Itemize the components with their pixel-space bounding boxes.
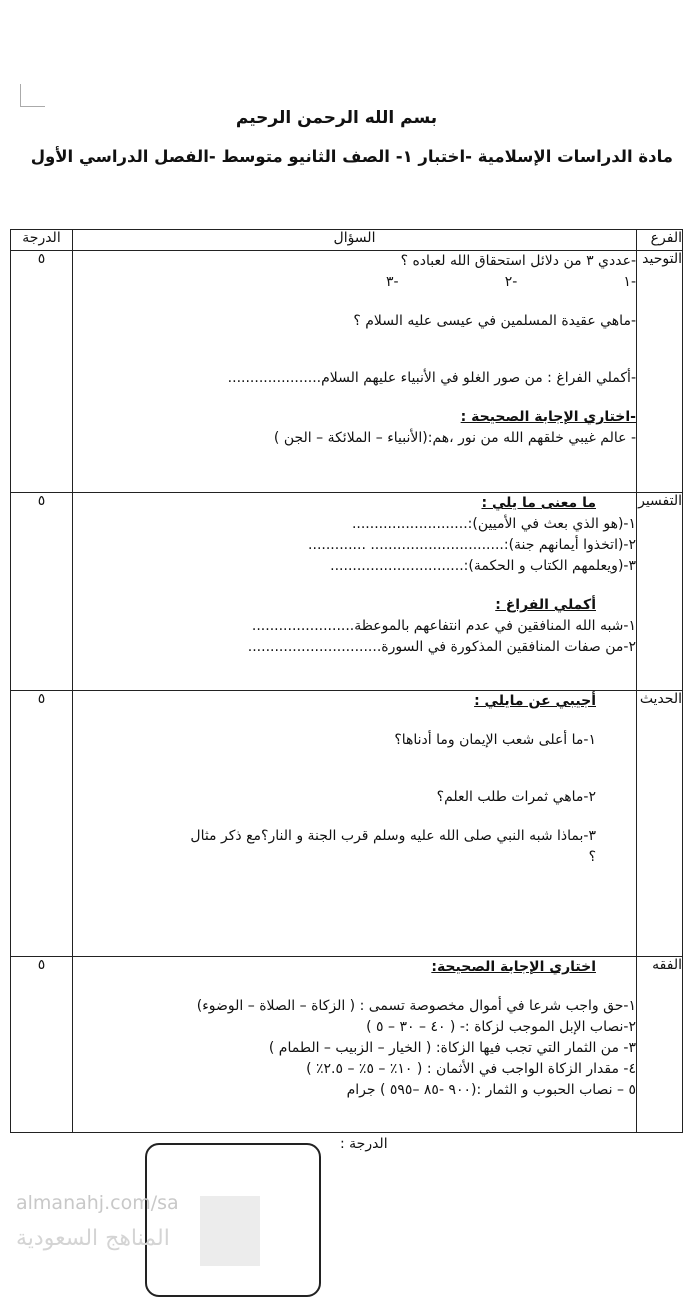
question-line: - عالم غيبي خلقهم الله من نور ،هم:(الأنبياء – الملائكة – الجن ) (273, 430, 636, 446)
spacer (73, 293, 636, 311)
question-line: ٢-من صفات المنافقين المذكورة في السورة.............................. (247, 639, 636, 655)
grade-cell: ٥ (11, 251, 73, 493)
exam-subject-line: مادة الدراسات الإسلامية -اختبار ١- الصف الثانيو متوسط -الفصل الدراسي الأول (30, 147, 673, 166)
spacer (73, 577, 636, 595)
table-header-row (11, 230, 683, 251)
question-line: ؟ (588, 849, 596, 865)
branch-cell: التوحيد (637, 251, 683, 493)
table-row (11, 251, 683, 493)
question-line: ١-(هو الذي بعث في الأميين):.......................... (351, 516, 636, 532)
header-branch: الفرع (637, 230, 683, 251)
watermark-url: almanahj.com/sa (16, 1192, 179, 1214)
question-cell (73, 691, 637, 957)
question-line: -ماهي عقيدة المسلمين في عيسى عليه السلام ؟ (353, 313, 636, 329)
question-cell (73, 493, 637, 691)
spacer (73, 751, 636, 787)
answer-number: -١ (623, 274, 636, 290)
spacer (73, 332, 636, 368)
question-line: ٤- مقدار الزكاة الواجب في الأثمان : ( ١٠٪ – ٥٪ – ٢.٥٪ ) (306, 1061, 636, 1077)
grade-cell: ٥ (11, 957, 73, 1133)
header-question: السؤال (73, 230, 637, 251)
question-line: ٢-(اتخذوا أيمانهم جنة):.............................. ............. (308, 537, 636, 553)
question-line: ٥ – نصاب الحبوب و الثمار :(٩٠٠ -٨٥ –٥٩٥ ) جرام (346, 1082, 636, 1098)
branch-cell: الفقه (637, 957, 683, 1133)
question-line: ١-شبه الله المنافقين في عدم انتفاعهم بالموعظة....................... (251, 618, 636, 634)
grade-cell: ٥ (11, 691, 73, 957)
spacer (73, 978, 636, 996)
question-line: ٢-ماهي ثمرات طلب العلم؟ (436, 789, 596, 805)
corner-crop-mark (20, 84, 45, 107)
answer-numbers (386, 272, 636, 293)
question-title: أكملي الفراغ : (495, 597, 596, 613)
grade-cell: ٥ (11, 493, 73, 691)
question-line: -عددي ٣ من دلائل استحقاق الله لعباده ؟ (400, 253, 636, 269)
spacer (73, 808, 636, 826)
exam-table (10, 229, 683, 1133)
spacer (73, 389, 636, 407)
watermark-logo-block (200, 1196, 260, 1266)
question-title: أجيبي عن مايلي : (474, 693, 596, 709)
question-line: ١-ما أعلى شعب الإيمان وما أدناها؟ (394, 732, 596, 748)
table-row (11, 691, 683, 957)
question-title: -اختاري الإجابة الصحيحة : (460, 409, 636, 425)
watermark-arabic: المناهج السعودية (16, 1226, 170, 1251)
answer-number: -٣ (386, 274, 399, 290)
question-line: ٣-بماذا شبه النبي صلى الله عليه وسلم قرب الجنة و النار؟مع ذكر مثال (190, 828, 596, 844)
question-cell (73, 251, 637, 493)
question-line: -أكملي الفراغ : من صور الغلو في الأنبياء عليهم السلام..................... (227, 370, 636, 386)
basmala-heading: بسم الله الرحمن الرحيم (235, 108, 438, 128)
spacer (73, 712, 636, 730)
question-cell (73, 957, 637, 1133)
question-title: ما معنى ما يلي : (481, 495, 596, 511)
question-title: اختاري الإجابة الصحيحة: (431, 959, 596, 975)
question-line: ١-حق واجب شرعا في أموال مخصوصة تسمى : ( الزكاة – الصلاة – الوضوء) (196, 998, 636, 1014)
branch-cell: الحديث (637, 691, 683, 957)
header-grade: الدرجة (11, 230, 73, 251)
final-grade-label: الدرجة : (340, 1136, 388, 1152)
question-line: ٣- من الثمار التي تجب فيها الزكاة: ( الخيار – الزبيب – الطمام ) (268, 1040, 636, 1056)
question-line: ٣-(ويعلمهم الكتاب و الحكمة):.............................. (330, 558, 636, 574)
answer-number: -٢ (504, 274, 518, 290)
table-row (11, 957, 683, 1133)
question-line: ٢-نصاب الإبل الموجب لزكاة :- ( ٤٠ – ٣٠ – ٥ ) (366, 1019, 636, 1035)
branch-cell: التفسير (637, 493, 683, 691)
table-row (11, 493, 683, 691)
